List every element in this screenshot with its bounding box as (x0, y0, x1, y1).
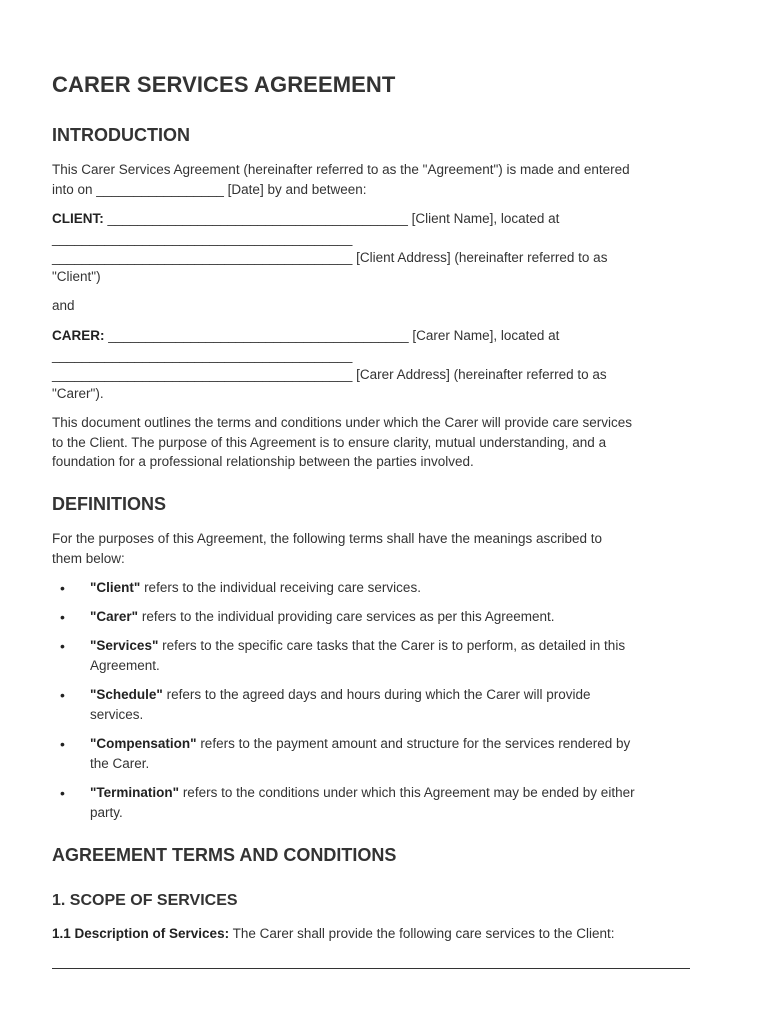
bullet-icon: • (60, 638, 65, 654)
and-text: and (52, 298, 75, 313)
scope-of-services-heading: 1. SCOPE OF SERVICES (52, 892, 238, 909)
carer-address-line-1: ________________________________________ (52, 348, 353, 363)
carer-name-blank: ________________________________________ [Carer Name], located at (104, 328, 560, 343)
intro-date-line: into on _________________ [Date] by and between: (52, 182, 367, 197)
bullet-icon: • (60, 687, 65, 703)
definitions-intro-line-2: them below: (52, 551, 125, 566)
purpose-paragraph-line-3: foundation for a professional relationship between the parties involved. (52, 454, 474, 469)
bullet-icon: • (60, 785, 65, 801)
services-blank-line (52, 968, 690, 969)
definition-text: refers to the agreed days and hours during which the Carer will provide (162, 687, 591, 702)
document-title: CARER SERVICES AGREEMENT (52, 72, 396, 97)
definition-item-schedule (90, 685, 591, 705)
client-address-line-1: ________________________________________ (52, 231, 353, 246)
definition-text-continued: the Carer. (90, 756, 150, 771)
definition-text-continued: Agreement. (90, 658, 160, 673)
definition-term: "Client" (90, 580, 141, 595)
description-of-services-label: 1.1 Description of Services: (52, 926, 230, 941)
client-name-blank: ________________________________________ [Client Name], located at (103, 211, 560, 226)
carer-address-line-2: ________________________________________ [Carer Address] (hereinafter referred to as (52, 367, 607, 382)
client-name-line (52, 209, 559, 229)
definitions-heading: DEFINITIONS (52, 494, 167, 514)
definition-term: "Services" (90, 638, 159, 653)
definition-item-termination (90, 783, 635, 803)
definition-text: refers to the individual providing care services as per this Agreement. (138, 609, 555, 624)
definition-item-client (90, 578, 421, 598)
carer-reference-line: "Carer"). (52, 386, 104, 401)
bullet-icon: • (60, 609, 65, 625)
definition-text: refers to the payment amount and structure for the services rendered by (196, 736, 631, 751)
definition-text-continued: services. (90, 707, 144, 722)
definition-item-services (90, 636, 625, 656)
definitions-intro-line-1: For the purposes of this Agreement, the following terms shall have the meanings ascribed to (52, 531, 603, 546)
definition-item-compensation (90, 734, 630, 754)
definition-term: "Termination" (90, 785, 180, 800)
bullet-icon: • (60, 580, 65, 596)
terms-heading: AGREEMENT TERMS AND CONDITIONS (52, 845, 397, 865)
definition-text: refers to the conditions under which this Agreement may be ended by either (179, 785, 635, 800)
description-of-services-line (52, 924, 615, 944)
purpose-paragraph-line-1: This document outlines the terms and conditions under which the Carer will provide care services (52, 415, 633, 430)
definition-term: "Carer" (90, 609, 139, 624)
definition-term: "Schedule" (90, 687, 163, 702)
client-address-line-2: ________________________________________ [Client Address] (hereinafter referred to as (52, 250, 608, 265)
carer-name-line (52, 326, 559, 346)
bullet-icon: • (60, 736, 65, 752)
definition-text: refers to the individual receiving care services. (140, 580, 421, 595)
introduction-heading: INTRODUCTION (52, 125, 190, 145)
definition-text: refers to the specific care tasks that the Carer is to perform, as detailed in this (158, 638, 626, 653)
intro-paragraph-line: This Carer Services Agreement (hereinafter referred to as the "Agreement") is made and entered (52, 162, 630, 177)
description-of-services-text: The Carer shall provide the following care services to the Client: (229, 926, 615, 941)
client-reference-line: "Client") (52, 269, 101, 284)
definition-item-carer (90, 607, 555, 627)
carer-label: CARER: (52, 328, 105, 343)
definition-term: "Compensation" (90, 736, 197, 751)
client-label: CLIENT: (52, 211, 104, 226)
purpose-paragraph-line-2: to the Client. The purpose of this Agreement is to ensure clarity, mutual understanding, and a (52, 435, 607, 450)
definition-text-continued: party. (90, 805, 123, 820)
